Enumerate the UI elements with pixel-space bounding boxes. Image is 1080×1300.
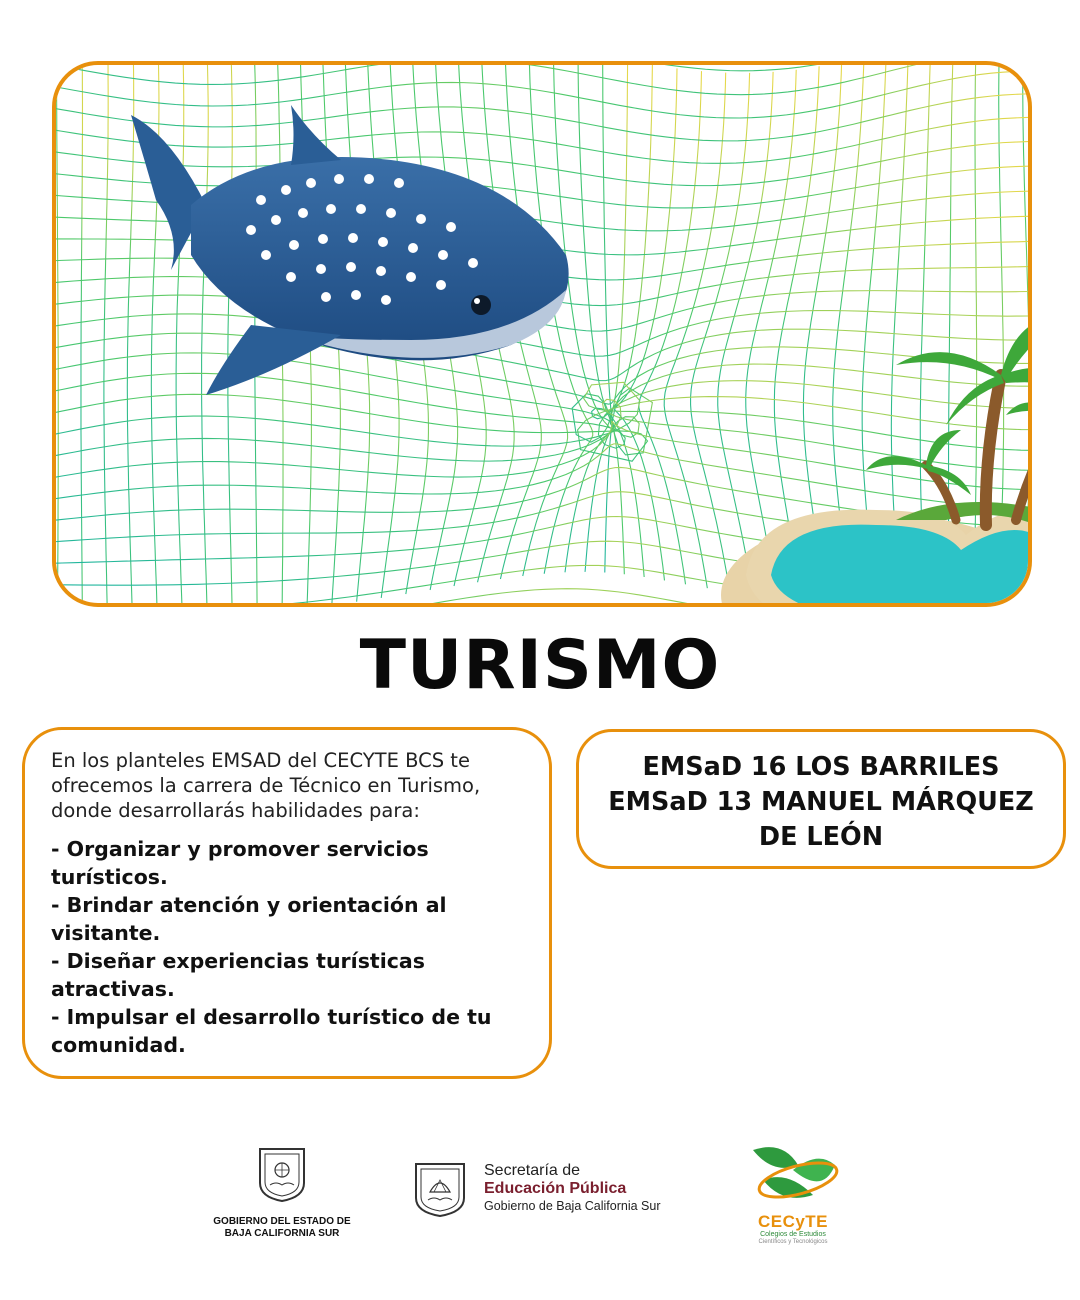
cecyte-logo-icon bbox=[743, 1140, 843, 1208]
hero-banner bbox=[52, 61, 1032, 607]
career-intro: En los planteles EMSAD del CECYTE BCS te ofrecemos la carrera de Técnico en Turismo, donde desarrollarás habilidades para: bbox=[51, 749, 481, 822]
cecyte-logo bbox=[738, 1140, 848, 1245]
sep-line: Gobierno de Baja California Sur bbox=[484, 1199, 661, 1213]
skill-item: - Impulsar el desarrollo turístico de tu comunidad. bbox=[51, 1005, 492, 1057]
state-seal-icon bbox=[252, 1143, 312, 1203]
campus-list-box bbox=[576, 729, 1066, 869]
career-description-box bbox=[22, 727, 552, 1079]
state-seal-icon bbox=[412, 1160, 468, 1218]
campus-line: DE LEÓN bbox=[758, 822, 884, 852]
island-pool-illustration bbox=[716, 295, 1032, 607]
skill-item: - Brindar atención y orientación al visitante. bbox=[51, 893, 447, 945]
sep-line: Secretaría de bbox=[484, 1162, 581, 1179]
skill-item: - Diseñar experiencias turísticas atractivas. bbox=[51, 949, 425, 1001]
page-title: TURISMO bbox=[359, 626, 721, 705]
gobierno-line: BAJA CALIFORNIA SUR bbox=[224, 1228, 340, 1239]
cecyte-subtitle: Científicos y Tecnológicos bbox=[758, 1239, 828, 1245]
cecyte-subtitle: Colegios de Estudios bbox=[760, 1231, 826, 1238]
sep-bcs-logo bbox=[412, 1160, 692, 1222]
skill-item: - Organizar y promover servicios turísticos. bbox=[51, 837, 429, 889]
campus-line: EMSaD 16 LOS BARRILES bbox=[642, 752, 1000, 782]
sep-line: Educación Pública bbox=[484, 1180, 627, 1197]
whale-shark-illustration bbox=[111, 105, 581, 405]
gobierno-bcs-logo bbox=[212, 1143, 352, 1240]
campus-line: EMSaD 13 MANUEL MÁRQUEZ bbox=[608, 787, 1034, 817]
gobierno-line: GOBIERNO DEL ESTADO DE bbox=[213, 1216, 351, 1227]
cecyte-name: CECyTE bbox=[757, 1212, 829, 1231]
skills-list bbox=[51, 835, 529, 1059]
